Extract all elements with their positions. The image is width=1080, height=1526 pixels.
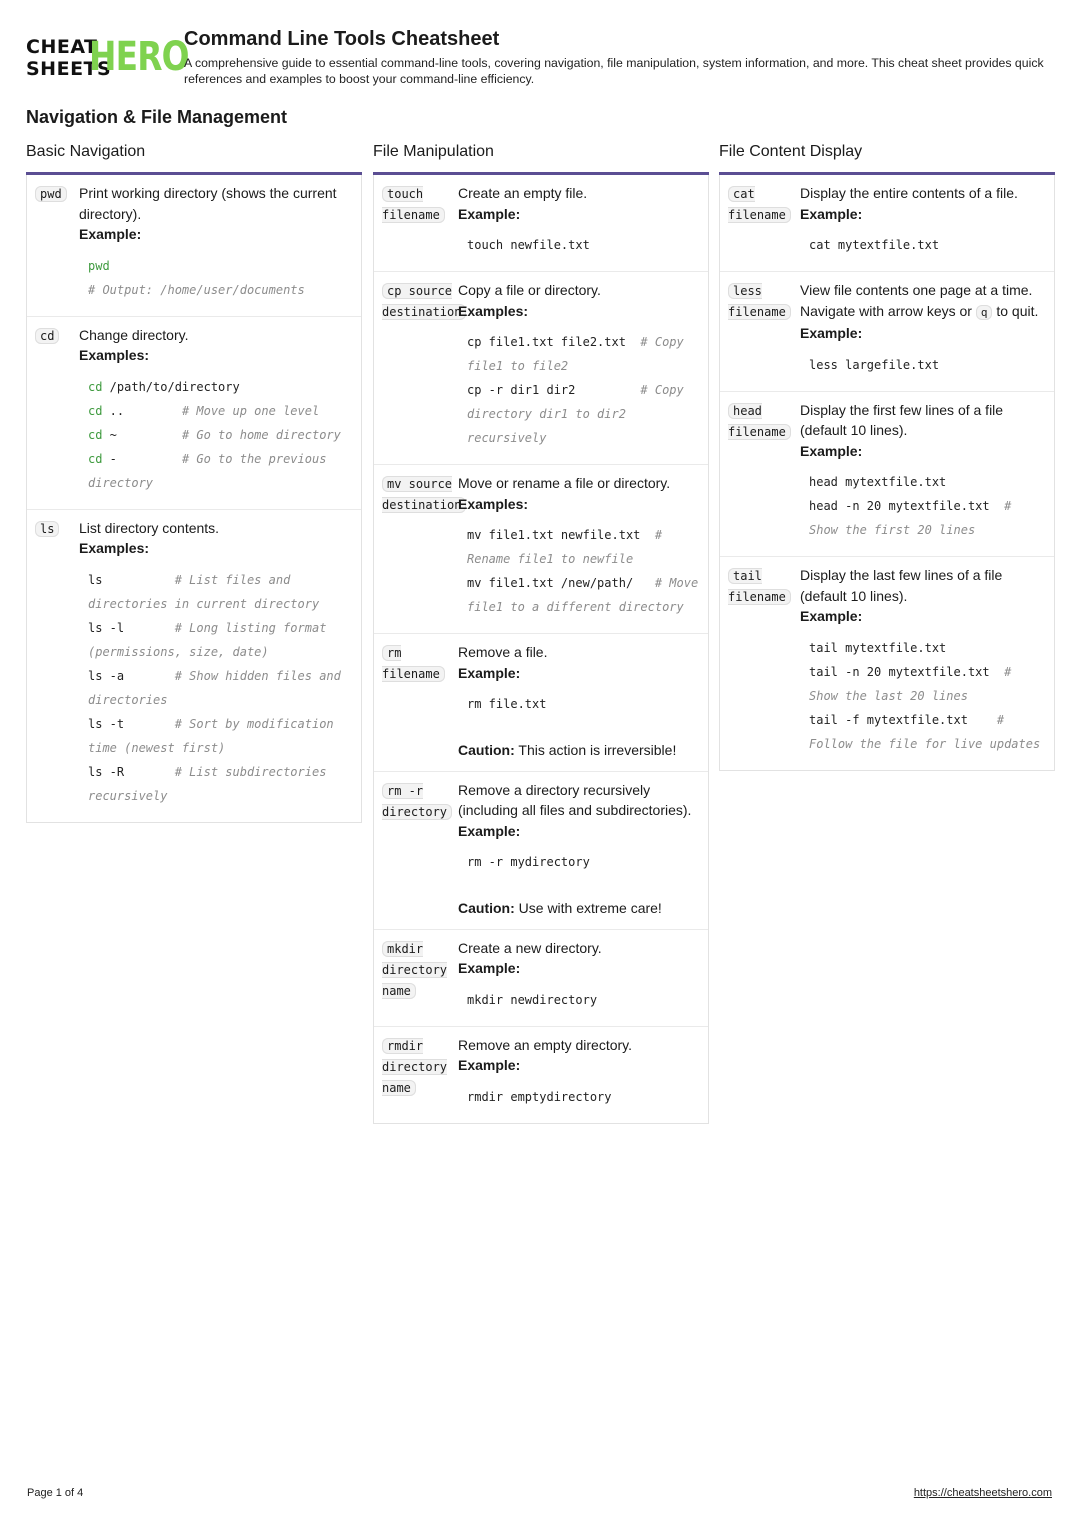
page-title: Command Line Tools Cheatsheet xyxy=(184,28,500,50)
code-example: less largefile.txt xyxy=(809,357,940,372)
column-title: File Content Display xyxy=(719,143,863,160)
logo-text: CHEAT SHEETS xyxy=(26,36,112,80)
column-file-manipulation xyxy=(373,142,709,1124)
command-name: mkdir directory name xyxy=(382,941,448,998)
code-example: rmdir emptydirectory xyxy=(467,1089,612,1104)
command-description: Move or rename a file or directory. Examples: mv file1.txt newfile.txt # Rename file1 to newfile mv file1.txt /new/path/ # Move file1 to a different directory xyxy=(458,473,700,623)
command-name: pwd xyxy=(35,183,79,306)
command-description: Display the last few lines of a file (default 10 lines). Example: tail mytextfile.txt tail -n 20 mytextfile.txt # Show the last 20 lines tail -f mytextfile.txt # Follow the file for live updates xyxy=(800,565,1046,760)
command-row-mv xyxy=(374,465,708,634)
page-header xyxy=(26,30,1056,90)
command-description: Remove a directory recursively (including all files and subdirectories). Example: rm -r mydirectory Caution: Use with extreme care! xyxy=(458,780,700,919)
command-name: mv source destination xyxy=(382,473,458,623)
site-link[interactable]: https://cheatsheetshero.com xyxy=(913,1487,1052,1499)
command-row-rm-r xyxy=(374,772,708,930)
command-description: Change directory. Examples: cd /path/to/directory cd .. # Move up one level cd ~ # Go to home directory cd - # Go to the previous directory xyxy=(79,325,353,499)
command-row-touch xyxy=(374,175,708,272)
command-name: cp source destination xyxy=(382,280,458,454)
command-row-mkdir xyxy=(374,930,708,1027)
command-name: less filename xyxy=(728,280,800,381)
code-example: mkdir newdirectory xyxy=(467,992,598,1007)
command-card xyxy=(373,175,709,1124)
command-name: head filename xyxy=(728,400,800,547)
caution-note: Caution: This action is irreversible! xyxy=(458,742,677,758)
command-card xyxy=(719,175,1055,771)
page-subtitle: A comprehensive guide to essential command-line tools, covering navigation, file manipulation, system information, and more. This cheat sheet provides quick references and examples to boost your command-line efficiency. xyxy=(184,56,1044,86)
code-example: cd /path/to/directory cd .. # Move up one level cd ~ # Go to home directory cd - # Go to the previous directory xyxy=(88,379,341,490)
command-row-cd xyxy=(27,317,361,510)
code-example: cat mytextfile.txt xyxy=(809,238,940,252)
command-row-tail xyxy=(720,557,1054,770)
command-description: Remove an empty directory. Example: rmdir emptydirectory xyxy=(458,1035,700,1113)
command-description: Display the entire contents of a file. Example: cat mytextfile.txt xyxy=(800,183,1046,261)
code-example: ls # List files and directories in current directory ls -l # Long listing format (permissions, size, date) ls -a # Show hidden files and directories ls -t # Sort by modification time (newest first) ls -R # List subdirectories recursively xyxy=(88,572,349,803)
command-row-less xyxy=(720,272,1054,392)
command-description: Copy a file or directory. Examples: cp file1.txt file2.txt # Copy file1 to file2 cp -r dir1 dir2 # Copy directory dir1 to dir2 recursively xyxy=(458,280,700,454)
command-name: touch filename xyxy=(382,183,458,261)
command-description: Display the first few lines of a file (default 10 lines). Example: head mytextfile.txt head -n 20 mytextfile.txt # Show the first 20 lines xyxy=(800,400,1046,547)
command-description: List directory contents. Examples: ls # List files and directories in current directory ls -l # Long listing format (permissions, size, date) ls -a # Show hidden files and directories ls -t # Sort by modification time (newest first) ls -R # List subdirectories recursively xyxy=(79,518,353,812)
logo-hero-text: HERO xyxy=(89,34,189,80)
column-file-content-display xyxy=(719,142,1055,771)
command-description: View file contents one page at a time. Navigate with arrow keys or q to quit. Example: less largefile.txt xyxy=(800,280,1046,381)
command-name: ls xyxy=(35,518,79,812)
command-row-cat xyxy=(720,175,1054,272)
command-row-head xyxy=(720,392,1054,558)
command-name: rm -r directory xyxy=(382,780,458,919)
command-description: Create a new directory. Example: mkdir newdirectory xyxy=(458,938,700,1016)
code-example: touch newfile.txt xyxy=(467,238,590,252)
command-row-rmdir xyxy=(374,1027,708,1123)
code-example: pwd # Output: /home/user/documents xyxy=(88,258,305,297)
column-title: Basic Navigation xyxy=(26,143,146,160)
column-basic-navigation xyxy=(26,142,362,823)
command-name: cd xyxy=(35,325,79,499)
command-name: rm filename xyxy=(382,642,458,761)
command-row-cp xyxy=(374,272,708,465)
command-card xyxy=(26,175,362,823)
code-example: tail mytextfile.txt tail -n 20 mytextfile.txt # Show the last 20 lines tail -f mytextfile.txt # Follow the file for live updates xyxy=(809,640,1041,751)
command-row-pwd xyxy=(27,175,361,317)
command-row-rm xyxy=(374,634,708,772)
code-example: cp file1.txt file2.txt # Copy file1 to file2 cp -r dir1 dir2 # Copy directory dir1 to dir2 recursively xyxy=(467,335,691,445)
code-example: rm -r mydirectory xyxy=(467,855,590,869)
caution-note: Caution: Use with extreme care! xyxy=(458,900,662,916)
page-number: Page 1 of 4 xyxy=(27,1487,84,1499)
column-title: File Manipulation xyxy=(373,143,494,160)
command-name: tail filename xyxy=(728,565,800,760)
code-example: head mytextfile.txt head -n 20 mytextfile.txt # Show the first 20 lines xyxy=(809,475,1019,537)
command-name: rmdir directory name xyxy=(382,1038,448,1095)
section-title: Navigation & File Management xyxy=(26,107,288,127)
cheatsheets-hero-logo[interactable] xyxy=(26,34,189,80)
key-q: q xyxy=(976,305,993,320)
command-name: cat filename xyxy=(728,183,800,261)
command-row-ls xyxy=(27,510,361,822)
command-description: Print working directory (shows the current directory). Example: pwd # Output: /home/user/documents xyxy=(79,183,353,306)
command-description: Create an empty file. Example: touch newfile.txt xyxy=(458,183,700,261)
code-example: mv file1.txt newfile.txt # Rename file1 to newfile mv file1.txt /new/path/ # Move file1 to a different directory xyxy=(467,528,706,614)
command-description: Remove a file. Example: rm file.txt Caution: This action is irreversible! xyxy=(458,642,700,761)
code-example: rm file.txt xyxy=(467,697,547,711)
